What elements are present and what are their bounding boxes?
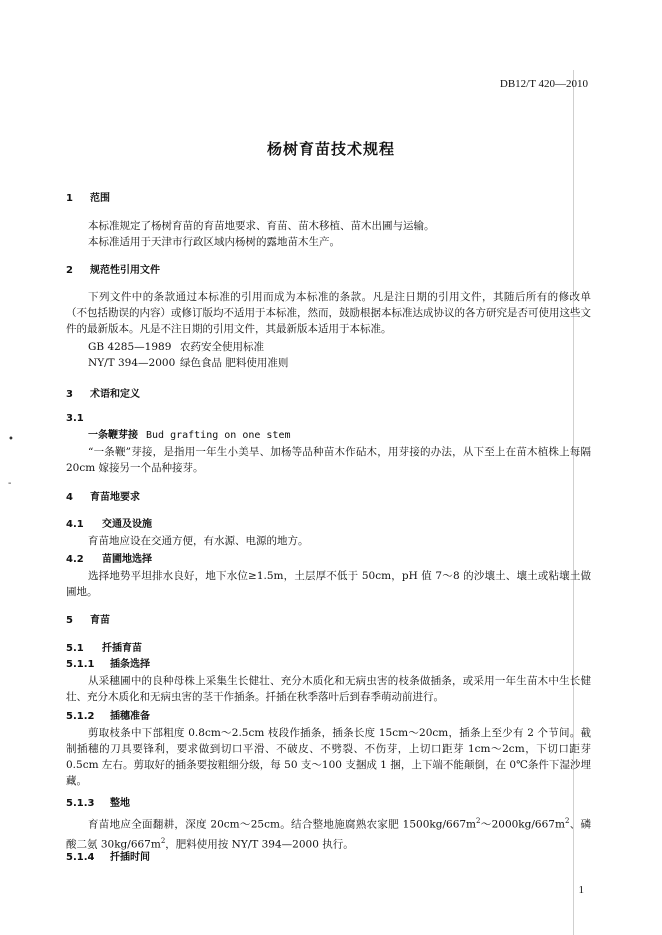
section-5-1-2-heading: 5.1.2 插穗准备	[66, 711, 150, 722]
section-5-1-1-para: 从采穗圃中的良种母株上采集生长健壮、充分木质化和无病虫害的枝条做插条，或采用一年生苗木中生长健壮、充分木质化和无病虫害的茎干作插条。扦插在秋季落叶后到春季萌动前进行。	[66, 675, 591, 703]
section-5-heading: 5 育苗	[66, 615, 110, 626]
section-5-1-heading: 5.1 扦插育苗	[66, 643, 142, 654]
term-definition: “一条鞭”芽接，是指用一年生小美旱、加杨等品种苗木作砧木，用芽接的办法，从下至上在苗木植株上每隔 20cm 嫁接另一个品种接芽。	[66, 446, 591, 474]
section-5-1-2-para: 剪取枝条中下部粗度 0.8cm～2.5cm 枝段作插条，插条长度 15cm～20cm，插条上至少有 2 个节间。截制插穗的刀具要锋利，要求做到切口平滑、不破皮、不劈裂、不伤芽，上切口距芽 1cm～2cm，下切口距芽 0.5cm 左右。剪取好的插条要按粗细分级，每 50 支～100 支捆成 1 捆，上下端不能颠倒，在 0℃条件下湿沙埋藏。	[66, 727, 591, 787]
section-3-1-number: 3.1	[66, 413, 84, 424]
section-5-1-3-para: 育苗地应全面翻耕，深度 20cm～25cm。结合整地施腐熟农家肥 $1500kg/667m^2\sim 2000kg/667m^2$、磷酸二氨 $30kg/667m^2$，肥料使用按 NY/T 394—2000 执行。	[66, 817, 592, 850]
section-4-1-para: 育苗地应设在交通方便，有水源、电源的地方。	[88, 535, 309, 547]
section-2-para-1: 下列文件中的条款通过本标准的引用而成为本标准的条款。凡是注日期的引用文件，其随后所有的修改单（不包括勘误的内容）或修订版均不适用于本标准，然而，鼓励根据本标准达成协议的各方研究是否可使用这些文件的最新版本。凡是不注日期的引用文件，其最新版本适用于本标准。	[66, 291, 591, 335]
page-number: 1	[578, 884, 584, 896]
term-entry: 一条鞭芽接 Bud grafting on one stem	[88, 430, 291, 441]
section-4-1-heading: 4.1 交通及设施	[66, 519, 152, 530]
section-5-1-1-heading: 5.1.1 插条选择	[66, 659, 150, 670]
page-title: 杨树育苗技术规程	[266, 140, 395, 158]
standard-number: DB12/T 420—2010	[499, 78, 588, 90]
section-2-heading: 2 规范性引用文件	[66, 265, 160, 276]
reference-item: GB 4285—1989 农药安全使用标准	[88, 341, 264, 353]
section-4-heading: 4 育苗地要求	[66, 492, 140, 503]
reference-item: NY/T 394—2000 绿色食品 肥料使用准则	[88, 357, 289, 369]
section-5-1-3-heading: 5.1.3 整地	[66, 798, 130, 809]
section-5-1-4-heading: 5.1.4 扦插时间	[66, 852, 150, 863]
section-3-heading: 3 术语和定义	[66, 389, 140, 400]
section-4-2-heading: 4.2 苗圃地选择	[66, 554, 152, 565]
section-1-para-2: 本标准适用于天津市行政区域内杨树的露地苗木生产。	[88, 236, 340, 248]
section-1-para-1: 本标准规定了杨树育苗的育苗地要求、育苗、苗木移植、苗木出圃与运输。	[88, 220, 435, 232]
scan-dash-mark: -	[8, 478, 12, 489]
section-4-2-para: 选择地势平坦排水良好，地下水位≥1.5m，土层厚不低于 50cm，pH 值 7～8 的沙壤土、壤土或粘壤土做圃地。	[66, 570, 591, 598]
scan-dot-mark: •	[8, 434, 14, 445]
section-1-heading: 1 范围	[66, 193, 110, 204]
